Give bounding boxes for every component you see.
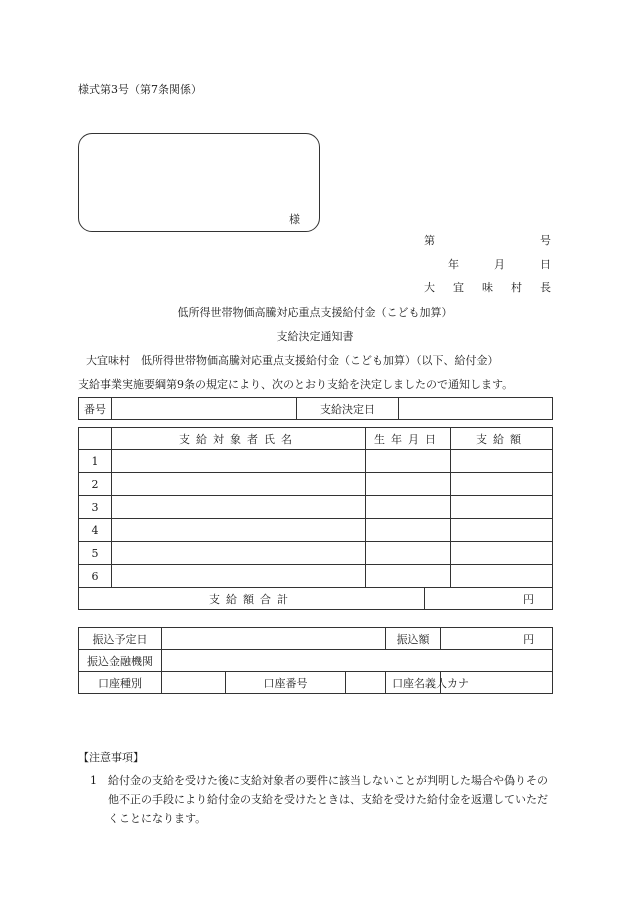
total-label: 支給額合計 [79, 588, 425, 610]
scheduled-date-label: 振込予定日 [79, 628, 162, 650]
recipient-name-field[interactable] [112, 542, 366, 565]
recipient-name-field[interactable] [112, 473, 366, 496]
id-table [78, 397, 553, 420]
honorific: 様 [289, 213, 300, 226]
header-amount: 支給額 [451, 428, 553, 450]
transfer-table [78, 627, 553, 694]
amount-field[interactable] [451, 450, 553, 473]
date-month: 月 [494, 258, 505, 271]
issuer-char: 大 [424, 281, 435, 294]
account-number-label: 口座番号 [226, 672, 346, 694]
bank-label: 振込金融機関 [79, 650, 162, 672]
title-line2: 支給決定通知書 [276, 330, 354, 343]
issue-number-prefix: 第 [424, 234, 435, 247]
transfer-amount-field[interactable]: 円 [441, 628, 553, 650]
issuer-char: 味 [482, 281, 493, 294]
number-field[interactable] [112, 398, 297, 420]
address-box [78, 133, 320, 232]
note-text: 給付金の支給を受けた後に支給対象者の要件に該当しないことが判明した場合や偽りその他不正の手段により給付金の支給を受けたときは、支給を受けた給付金を返還していただくことになります。 [108, 774, 548, 825]
row-number: 3 [79, 496, 112, 519]
date-day: 日 [540, 258, 551, 271]
table-row [79, 473, 553, 496]
amount-field[interactable] [451, 542, 553, 565]
row-number: 4 [79, 519, 112, 542]
birthdate-field[interactable] [366, 565, 451, 588]
amount-field[interactable] [451, 496, 553, 519]
table-row [79, 450, 553, 473]
birthdate-field[interactable] [366, 450, 451, 473]
note-number: 1 [90, 774, 97, 787]
issuer-char: 長 [540, 281, 551, 294]
notes-heading: 【注意事項】 [78, 751, 144, 764]
account-number-field[interactable] [346, 672, 386, 694]
birthdate-field[interactable] [366, 496, 451, 519]
issuer-char: 村 [511, 281, 522, 294]
body-line2: 支給事業実施要綱第9条の規定により、次のとおり支給を決定しましたので通知します。 [78, 378, 514, 391]
issue-number-suffix: 号 [540, 234, 551, 247]
title-line1: 低所得世帯物価高騰対応重点支援給付金（こども加算） [177, 306, 453, 319]
account-type-field[interactable] [162, 672, 226, 694]
recipient-name-field[interactable] [112, 450, 366, 473]
row-number: 5 [79, 542, 112, 565]
row-number: 6 [79, 565, 112, 588]
table-row [79, 542, 553, 565]
body-line1: 大宜味村 低所得世帯物価高騰対応重点支援給付金（こども加算）（以下、給付金） [86, 354, 499, 367]
table-row [79, 519, 553, 542]
amount-field[interactable] [451, 519, 553, 542]
form-id: 様式第3号（第7条関係） [78, 83, 202, 96]
row-number: 2 [79, 473, 112, 496]
date-year: 年 [448, 258, 459, 271]
header-name: 支給対象者氏名 [112, 428, 366, 450]
birthdate-field[interactable] [366, 519, 451, 542]
header-no [79, 428, 112, 450]
scheduled-date-field[interactable] [162, 628, 386, 650]
birthdate-field[interactable] [366, 542, 451, 565]
total-amount-field[interactable]: 円 [425, 588, 553, 610]
recipients-header-row [79, 428, 553, 450]
recipient-name-field[interactable] [112, 519, 366, 542]
table-row [79, 565, 553, 588]
amount-field[interactable] [451, 473, 553, 496]
account-type-label: 口座種別 [79, 672, 162, 694]
total-table [78, 587, 553, 610]
transfer-amount-label: 振込額 [386, 628, 441, 650]
table-row [79, 496, 553, 519]
recipients-table [78, 427, 553, 588]
row-number: 1 [79, 450, 112, 473]
recipient-name-field[interactable] [112, 565, 366, 588]
note-item [90, 771, 555, 828]
decision-date-field[interactable] [399, 398, 553, 420]
header-birthdate: 生年月日 [366, 428, 451, 450]
bank-field[interactable] [162, 650, 553, 672]
account-holder-kana-label: 口座名義人カナ [386, 672, 441, 694]
issuer-char: 宜 [453, 281, 464, 294]
decision-date-label: 支給決定日 [297, 398, 399, 420]
number-label: 番号 [79, 398, 112, 420]
birthdate-field[interactable] [366, 473, 451, 496]
recipient-name-field[interactable] [112, 496, 366, 519]
amount-field[interactable] [451, 565, 553, 588]
